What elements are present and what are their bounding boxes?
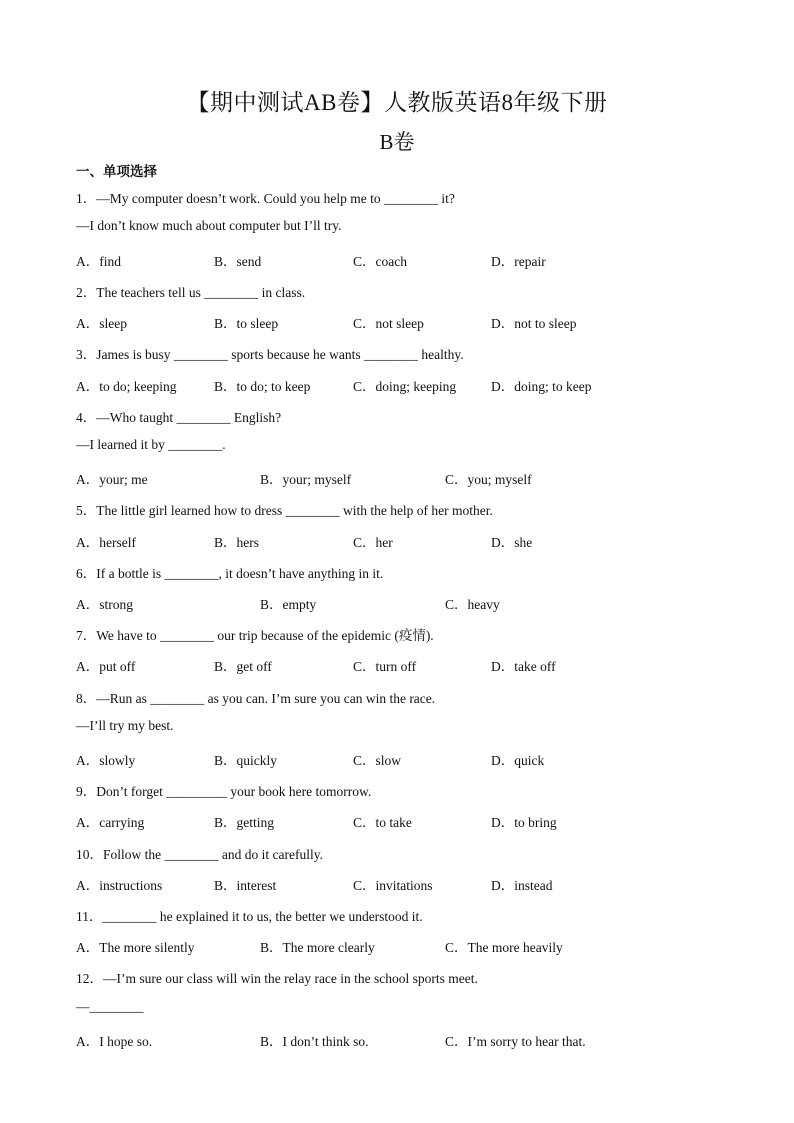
- question-stem: 4．—Who taught ________ English?: [76, 410, 282, 425]
- answer-option: C．her: [353, 535, 393, 550]
- answer-option: D．doing; to keep: [491, 379, 592, 394]
- answer-option: B．your; myself: [260, 472, 352, 487]
- answer-option: D．she: [491, 535, 533, 550]
- question-stem: 3．James is busy ________ sports because he wants ________ healthy.: [76, 347, 464, 362]
- answer-option: B．send: [214, 254, 262, 269]
- page-title: 【期中测试AB卷】人教版英语8年级下册: [186, 90, 608, 115]
- answer-option: B．to sleep: [214, 316, 279, 331]
- answer-option: B．getting: [214, 815, 274, 830]
- question-stem: —I’ll try my best.: [76, 718, 174, 733]
- answer-option: B．I don’t think so.: [260, 1034, 369, 1049]
- answer-option: A．carrying: [76, 815, 145, 830]
- answer-option: D．instead: [491, 878, 553, 893]
- answer-option: C．doing; keeping: [353, 379, 457, 394]
- question-stem: —I don’t know much about computer but I’ll try.: [76, 218, 342, 233]
- answer-option: C．you; myself: [445, 472, 532, 487]
- answer-option: A．herself: [76, 535, 136, 550]
- answer-option: D．take off: [491, 659, 556, 674]
- answer-option: A．instructions: [76, 878, 163, 893]
- answer-option: B．hers: [214, 535, 259, 550]
- question-stem: —I learned it by ________.: [76, 437, 226, 452]
- page-subtitle: B卷: [379, 130, 415, 154]
- question-stem: 9．Don’t forget _________ your book here tomorrow.: [76, 784, 372, 799]
- answer-option: C．The more heavily: [445, 940, 563, 955]
- answer-option: B．The more clearly: [260, 940, 375, 955]
- question-stem: 12．—I’m sure our class will win the relay race in the school sports meet.: [76, 971, 478, 986]
- answer-option: B．to do; to keep: [214, 379, 311, 394]
- section-heading: 一、单项选择: [76, 164, 157, 180]
- answer-option: A．strong: [76, 597, 133, 612]
- answer-option: A．your; me: [76, 472, 148, 487]
- answer-option: D．quick: [491, 753, 545, 768]
- answer-option: A．The more silently: [76, 940, 195, 955]
- answer-option: B．get off: [214, 659, 272, 674]
- answer-option: B．interest: [214, 878, 277, 893]
- answer-option: C．I’m sorry to hear that.: [445, 1034, 586, 1049]
- answer-option: C．not sleep: [353, 316, 424, 331]
- answer-option: B．quickly: [214, 753, 277, 768]
- question-stem: —________: [76, 999, 144, 1014]
- answer-option: C．to take: [353, 815, 412, 830]
- answer-option: A．slowly: [76, 753, 136, 768]
- question-stem: 8．—Run as ________ as you can. I’m sure you can win the race.: [76, 691, 436, 706]
- answer-option: C．slow: [353, 753, 402, 768]
- answer-option: B．empty: [260, 597, 317, 612]
- answer-option: A．put off: [76, 659, 136, 674]
- answer-option: D．repair: [491, 254, 546, 269]
- answer-option: A．sleep: [76, 316, 127, 331]
- question-stem: 5．The little girl learned how to dress ________ with the help of her mother.: [76, 503, 493, 518]
- question-stem: 10．Follow the ________ and do it carefully.: [76, 847, 323, 862]
- question-stem: 7．We have to ________ our trip because of the epidemic (疫情).: [76, 628, 434, 643]
- answer-option: A．I hope so.: [76, 1034, 153, 1049]
- answer-option: D．to bring: [491, 815, 557, 830]
- answer-option: C．invitations: [353, 878, 433, 893]
- answer-option: A．find: [76, 254, 121, 269]
- answer-option: C．heavy: [445, 597, 500, 612]
- question-stem: 11．________ he explained it to us, the better we understood it.: [76, 909, 423, 924]
- question-stem: 1．—My computer doesn’t work. Could you help me to ________ it?: [76, 191, 455, 206]
- question-stem: 6．If a bottle is ________, it doesn’t have anything in it.: [76, 566, 384, 581]
- answer-option: A．to do; keeping: [76, 379, 177, 394]
- answer-option: C．coach: [353, 254, 407, 269]
- question-stem: 2．The teachers tell us ________ in class.: [76, 285, 306, 300]
- answer-option: C．turn off: [353, 659, 417, 674]
- answer-option: D．not to sleep: [491, 316, 577, 331]
